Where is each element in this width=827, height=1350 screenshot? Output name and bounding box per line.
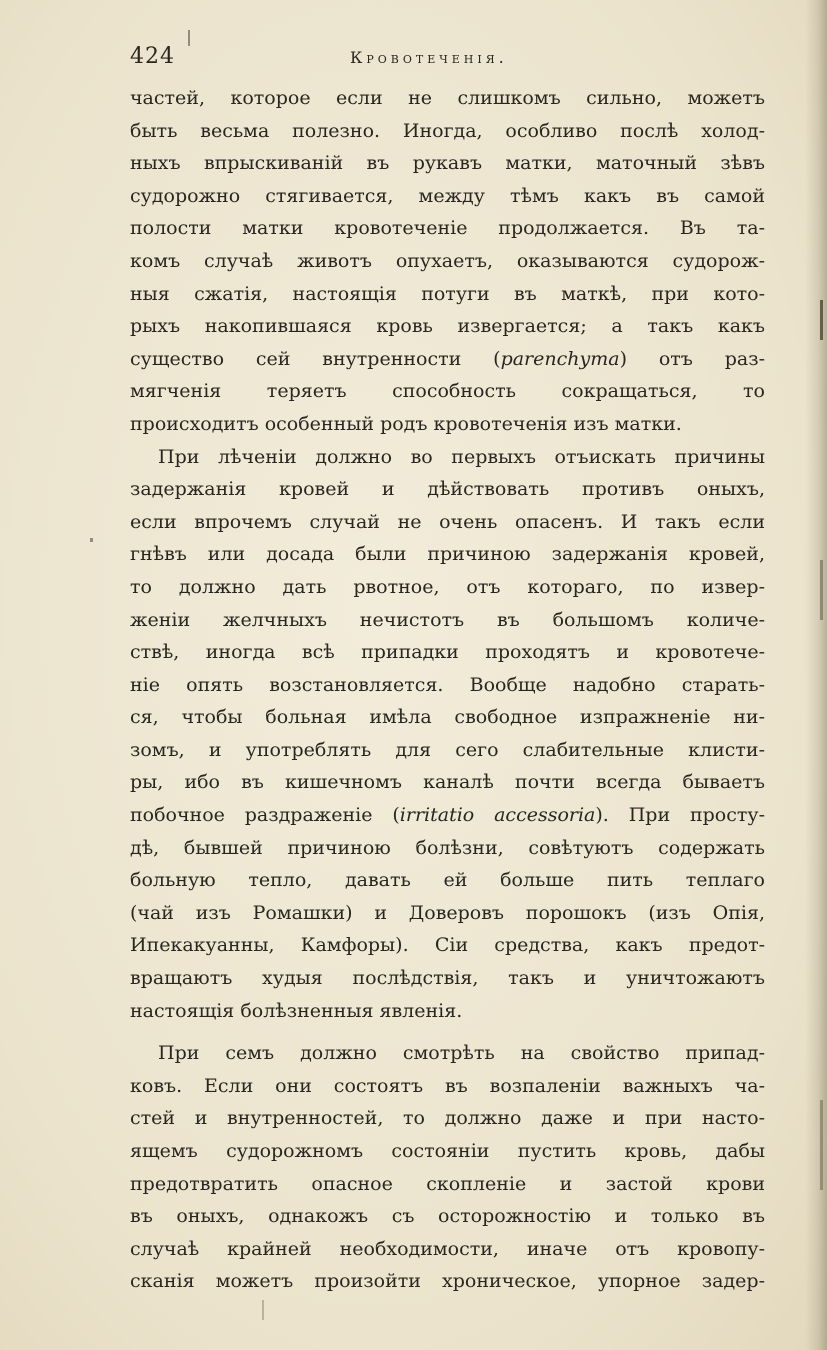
text-line: существо сей внутренности (parenchyma) отъ раз- bbox=[130, 347, 765, 370]
text-line: случаѣ крайней необходимости, иначе отъ кровопу- bbox=[130, 1237, 765, 1260]
text-line: настоящія болѣзненныя явленія. bbox=[130, 999, 463, 1022]
text-line: предотвратить опасное скопленіе и застой крови bbox=[130, 1172, 765, 1195]
text-line: дѣ, бывшей причиною болѣзни, совѣтуютъ содержать bbox=[130, 836, 765, 859]
text-line: стей и внутренностей, то должно даже и при насто- bbox=[130, 1107, 765, 1130]
text-line: (чай изъ Ромашки) и Доверовъ порошокъ (изъ Опія, bbox=[130, 901, 765, 924]
text-line: рыхъ накопившаяся кровь извергается; а такъ какъ bbox=[130, 315, 765, 338]
edge-mark bbox=[820, 300, 823, 340]
print-speck bbox=[90, 538, 93, 542]
edge-mark bbox=[820, 560, 823, 620]
text-line: ковъ. Если они состоятъ въ возпаленіи важныхъ ча- bbox=[130, 1074, 765, 1097]
text-line: сканія можетъ произойти хроническое, упорное задер- bbox=[130, 1270, 765, 1293]
body-text bbox=[130, 82, 765, 1298]
text-line: задержанія кровей и дѣйствовать противъ оныхъ, bbox=[130, 478, 765, 501]
text-line: При лѣченіи должно во первыхъ отъискать причины bbox=[158, 445, 765, 468]
text-line: судорожно стягивается, между тѣмъ какъ въ самой bbox=[130, 184, 765, 207]
running-title: Кровотеченія. bbox=[350, 48, 508, 67]
edge-mark bbox=[820, 1100, 823, 1190]
page-header bbox=[130, 44, 780, 78]
text-line: полости матки кровотеченіе продолжается. Въ та- bbox=[130, 217, 765, 240]
text-line: мягченія теряетъ способность сокращаться, то bbox=[130, 380, 765, 403]
text-line: ныхъ впрыскиваній въ рукавъ матки, маточный зѣвъ bbox=[130, 152, 765, 175]
text-line: частей, которое если не слишкомъ сильно, можетъ bbox=[130, 87, 765, 109]
text-line: больную тепло, давать ей больше пить теплаго bbox=[130, 869, 765, 892]
text-line: ся, чтобы больная имѣла свободное изпражненіе ни- bbox=[130, 706, 765, 729]
text-line: побочное раздраженіе (irritatio accessoria). При просту- bbox=[130, 804, 765, 827]
text-line: быть весьма полезно. Иногда, особливо послѣ холод- bbox=[130, 119, 765, 142]
text-line: въ оныхъ, однакожъ съ осторожностію и только въ bbox=[130, 1205, 765, 1228]
print-speck bbox=[188, 30, 190, 46]
text-line: комъ случаѣ животъ опухаетъ, оказываются судорож- bbox=[130, 249, 765, 272]
text-line: вращаютъ худыя послѣдствія, такъ и уничтожаютъ bbox=[130, 967, 765, 990]
text-line: женіи желчныхъ нечистотъ въ большомъ количе- bbox=[130, 608, 765, 631]
page-edge-shadow bbox=[805, 0, 827, 1350]
text-line: ныя сжатія, настоящія потуги въ маткѣ, при кото- bbox=[130, 282, 765, 305]
text-line: ніе опять возстановляется. Вообще надобно старать- bbox=[130, 673, 765, 696]
page-number: 424 bbox=[130, 44, 175, 69]
text-line: происходитъ особенный родъ кровотеченія изъ матки. bbox=[130, 412, 682, 435]
text-line: ствѣ, иногда всѣ припадки проходятъ и кровотече- bbox=[130, 641, 765, 664]
text-line: ящемъ судорожномъ состояніи пустить кровь, дабы bbox=[130, 1140, 765, 1162]
paragraph-gap bbox=[130, 1027, 765, 1037]
text-line: ры, ибо въ кишечномъ каналѣ почти всегда бываетъ bbox=[130, 771, 765, 794]
text-line: зомъ, и употреблять для сего слабительные клисти- bbox=[130, 738, 765, 761]
print-speck bbox=[262, 1300, 264, 1320]
text-line: Ипекакуанны, Камфоры). Сіи средства, какъ предот- bbox=[130, 934, 765, 957]
latin-term: irritatio accessoria bbox=[399, 804, 596, 827]
text-line: если впрочемъ случай не очень опасенъ. И такъ если bbox=[130, 510, 765, 533]
text-line: то должно дать рвотное, отъ котораго, по извер- bbox=[130, 575, 765, 598]
latin-term: parenchyma bbox=[500, 347, 620, 370]
text-line: гнѣвъ или досада были причиною задержанія кровей, bbox=[130, 543, 765, 566]
text-line: При семъ должно смотрѣть на свойство припад- bbox=[158, 1042, 765, 1065]
